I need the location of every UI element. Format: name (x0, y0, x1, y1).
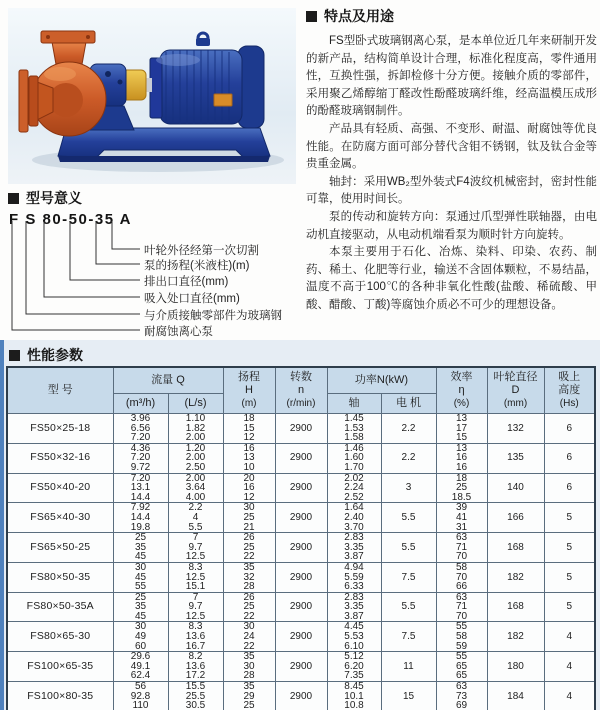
model-cell: FS50×32-16 (7, 443, 113, 473)
value-cell: 26 25 22 (223, 533, 275, 563)
value-cell: 30 24 22 (223, 622, 275, 652)
model-code-label: 与介质接触零部件为玻璃钢 (144, 310, 282, 322)
value-cell: 13 17 15 (436, 414, 487, 444)
value-cell: 2900 (275, 414, 327, 444)
value-cell: 6 (544, 414, 595, 444)
value-cell: 2900 (275, 622, 327, 652)
value-cell: 4 (544, 652, 595, 682)
features-paragraph: 轴封：采用WB₂型外装式F4波纹机械密封，密封性能可靠，使用时间长。 (306, 175, 597, 206)
model-code-label: 耐腐蚀离心泵 (144, 326, 213, 338)
value-cell: 4.45 5.53 6.10 (327, 622, 381, 652)
model-meaning-title: 型号意义 (26, 190, 82, 206)
col-header-flow-ls: (L/s) (168, 394, 223, 414)
value-cell: 3 (381, 473, 436, 503)
col-header-efficiency: 效率 η (%) (436, 367, 487, 414)
value-cell: 63 71 70 (436, 533, 487, 563)
value-cell: 1.20 2.00 2.50 (168, 443, 223, 473)
col-header-power-motor: 电 机 (381, 394, 436, 414)
value-cell: 168 (487, 592, 544, 622)
model-cell: FS80×50-35A (7, 592, 113, 622)
square-bullet-icon (306, 11, 317, 22)
performance-title: 性能参数 (27, 347, 83, 363)
value-cell: 2.02 2.24 2.52 (327, 473, 381, 503)
model-code-label: 叶轮外径经第一次切割 (144, 245, 259, 257)
value-cell: 166 (487, 503, 544, 533)
value-cell: 35 30 28 (223, 652, 275, 682)
col-header-flow: 流量 Q (113, 367, 223, 394)
value-cell: 5.5 (381, 533, 436, 563)
value-cell: 2900 (275, 503, 327, 533)
features-heading (306, 6, 597, 26)
value-cell: 2900 (275, 592, 327, 622)
value-cell: 63 71 70 (436, 592, 487, 622)
features-paragraph: 本泵主要用于石化、冶炼、染料、印染、农药、制药、稀土、化肥等行业，输送不含固体颗粒，不易结晶，温度不高于100℃的各种非氧化性酸(盐酸、稀硫酸、甲酸、醋酸、丁酸)等腐蚀介质必不可少的理想设备。 (306, 246, 597, 311)
value-cell: 135 (487, 443, 544, 473)
model-code-label: 排出口直径(mm) (144, 276, 229, 288)
col-header-impeller: 叶轮直径 D (mm) (487, 367, 544, 414)
value-cell: 2900 (275, 682, 327, 710)
value-cell: 8.3 12.5 15.1 (168, 562, 223, 592)
value-cell: 30 25 21 (223, 503, 275, 533)
value-cell: 2900 (275, 562, 327, 592)
value-cell: 182 (487, 622, 544, 652)
model-code-connector-lines (8, 221, 148, 336)
model-cell: FS100×80-35 (7, 682, 113, 710)
table-row (7, 652, 595, 682)
model-cell: FS80×50-35 (7, 562, 113, 592)
pump-photo (8, 8, 296, 184)
table-row (7, 503, 595, 533)
table-row (7, 622, 595, 652)
col-header-flow-m3h: (m³/h) (113, 394, 168, 414)
table-row (7, 592, 595, 622)
value-cell: 2.83 3.35 3.87 (327, 533, 381, 563)
features-title: 特点及用途 (324, 8, 394, 24)
value-cell: 2.83 3.35 3.87 (327, 592, 381, 622)
value-cell: 35 29 25 (223, 682, 275, 710)
value-cell: 132 (487, 414, 544, 444)
value-cell: 2900 (275, 443, 327, 473)
col-header-head: 扬程 H (m) (223, 367, 275, 414)
value-cell: 2.2 (381, 443, 436, 473)
square-bullet-icon (8, 193, 19, 204)
value-cell: 8.2 13.6 17.2 (168, 652, 223, 682)
col-header-power: 功率N(kW) (327, 367, 436, 394)
value-cell: 20 16 12 (223, 473, 275, 503)
value-cell: 2.2 4 5.5 (168, 503, 223, 533)
value-cell: 2900 (275, 533, 327, 563)
value-cell: 5.5 (381, 592, 436, 622)
performance-table (6, 366, 596, 710)
value-cell: 182 (487, 562, 544, 592)
value-cell: 2900 (275, 652, 327, 682)
value-cell: 2.00 3.64 4.00 (168, 473, 223, 503)
col-header-suction: 吸上 高度 (Hs) (544, 367, 595, 414)
performance-table-body (7, 414, 595, 710)
value-cell: 184 (487, 682, 544, 710)
table-row (7, 533, 595, 563)
value-cell: 58 70 66 (436, 562, 487, 592)
value-cell: 15 (381, 682, 436, 710)
model-code-label: 泵的扬程(米液柱)(m) (144, 260, 250, 272)
table-row (7, 682, 595, 710)
performance-heading (9, 345, 83, 365)
table-row (7, 414, 595, 444)
model-cell: FS100×65-35 (7, 652, 113, 682)
model-cell: FS65×50-25 (7, 533, 113, 563)
features-paragraph: FS型卧式玻璃钢离心泵，是本单位近几年来研制开发的新产品，结构简单设计合理，标准化程度高，零件通用性，互换性强，拆卸检修十分方便。接触介质的零部件，采用聚乙烯醇缩丁醛改性酚醛玻璃纤维，经高温模压成形的酚醛玻璃钢制件。 (306, 35, 597, 118)
value-cell: 4.36 7.20 9.72 (113, 443, 168, 473)
value-cell: 25 35 45 (113, 533, 168, 563)
value-cell: 3.96 6.56 7.20 (113, 414, 168, 444)
model-cell: FS80×65-30 (7, 622, 113, 652)
features-paragraph: 产品具有轻质、高强、不变形、耐温、耐腐蚀等优良性能。在防腐方面可部分替代含钼不锈钢，钛及钛合金等贵重金属。 (306, 122, 597, 171)
col-header-power-shaft: 轴 (327, 394, 381, 414)
table-row (7, 473, 595, 503)
value-cell: 26 25 22 (223, 592, 275, 622)
value-cell: 15.5 25.5 30.5 (168, 682, 223, 710)
model-code-label: 吸入处口直径(mm) (144, 293, 240, 305)
value-cell: 1.45 1.53 1.58 (327, 414, 381, 444)
value-cell: 11 (381, 652, 436, 682)
value-cell: 56 92.8 110 (113, 682, 168, 710)
value-cell: 7.5 (381, 622, 436, 652)
model-meaning-heading (8, 188, 300, 208)
value-cell: 7 9.7 12.5 (168, 592, 223, 622)
value-cell: 5.5 (381, 503, 436, 533)
value-cell: 7.92 14.4 19.8 (113, 503, 168, 533)
value-cell: 7.5 (381, 562, 436, 592)
value-cell: 30 45 55 (113, 562, 168, 592)
value-cell: 63 73 69 (436, 682, 487, 710)
features-section (306, 6, 597, 315)
value-cell: 180 (487, 652, 544, 682)
value-cell: 8.3 13.6 16.7 (168, 622, 223, 652)
value-cell: 140 (487, 473, 544, 503)
value-cell: 18 15 12 (223, 414, 275, 444)
value-cell: 5 (544, 503, 595, 533)
value-cell: 1.10 1.82 2.00 (168, 414, 223, 444)
model-cell: FS65×40-30 (7, 503, 113, 533)
value-cell: 168 (487, 533, 544, 563)
value-cell: 30 49 60 (113, 622, 168, 652)
value-cell: 4 (544, 682, 595, 710)
pump-base (58, 128, 270, 162)
square-bullet-icon (9, 350, 20, 361)
value-cell: 1.64 2.40 3.70 (327, 503, 381, 533)
value-cell: 7 9.7 12.5 (168, 533, 223, 563)
left-blue-strip (0, 340, 4, 710)
value-cell: 2.2 (381, 414, 436, 444)
performance-section (0, 340, 600, 710)
col-header-speed: 转数 n (r/min) (275, 367, 327, 414)
value-cell: 5 (544, 533, 595, 563)
value-cell: 5.12 6.20 7.35 (327, 652, 381, 682)
value-cell: 25 35 45 (113, 592, 168, 622)
value-cell: 13 16 16 (436, 443, 487, 473)
value-cell: 55 58 59 (436, 622, 487, 652)
table-row (7, 443, 595, 473)
model-cell: FS50×40-20 (7, 473, 113, 503)
value-cell: 7.20 13.1 14.4 (113, 473, 168, 503)
table-row (7, 562, 595, 592)
value-cell: 8.45 10.1 10.8 (327, 682, 381, 710)
value-cell: 4 (544, 622, 595, 652)
value-cell: 5 (544, 592, 595, 622)
model-cell: FS50×25-18 (7, 414, 113, 444)
value-cell: 4.94 5.59 6.33 (327, 562, 381, 592)
col-header-model: 型 号 (7, 367, 113, 414)
value-cell: 6 (544, 443, 595, 473)
value-cell: 29.6 49.1 62.4 (113, 652, 168, 682)
value-cell: 35 32 28 (223, 562, 275, 592)
features-paragraph: 泵的传动和旋转方向：泵通过爪型弹性联轴器，由电动机直接驱动，从电动机端看泵为顺时针方向旋转。 (306, 210, 597, 241)
value-cell: 16 13 10 (223, 443, 275, 473)
pump-illustration (8, 8, 296, 184)
model-code: F S 80-50-35 A (9, 211, 132, 228)
value-cell: 18 25 18.5 (436, 473, 487, 503)
value-cell: 55 65 65 (436, 652, 487, 682)
value-cell: 5 (544, 562, 595, 592)
value-cell: 39 41 31 (436, 503, 487, 533)
value-cell: 2900 (275, 473, 327, 503)
value-cell: 1.46 1.60 1.70 (327, 443, 381, 473)
value-cell: 6 (544, 473, 595, 503)
model-meaning-section (8, 188, 300, 340)
